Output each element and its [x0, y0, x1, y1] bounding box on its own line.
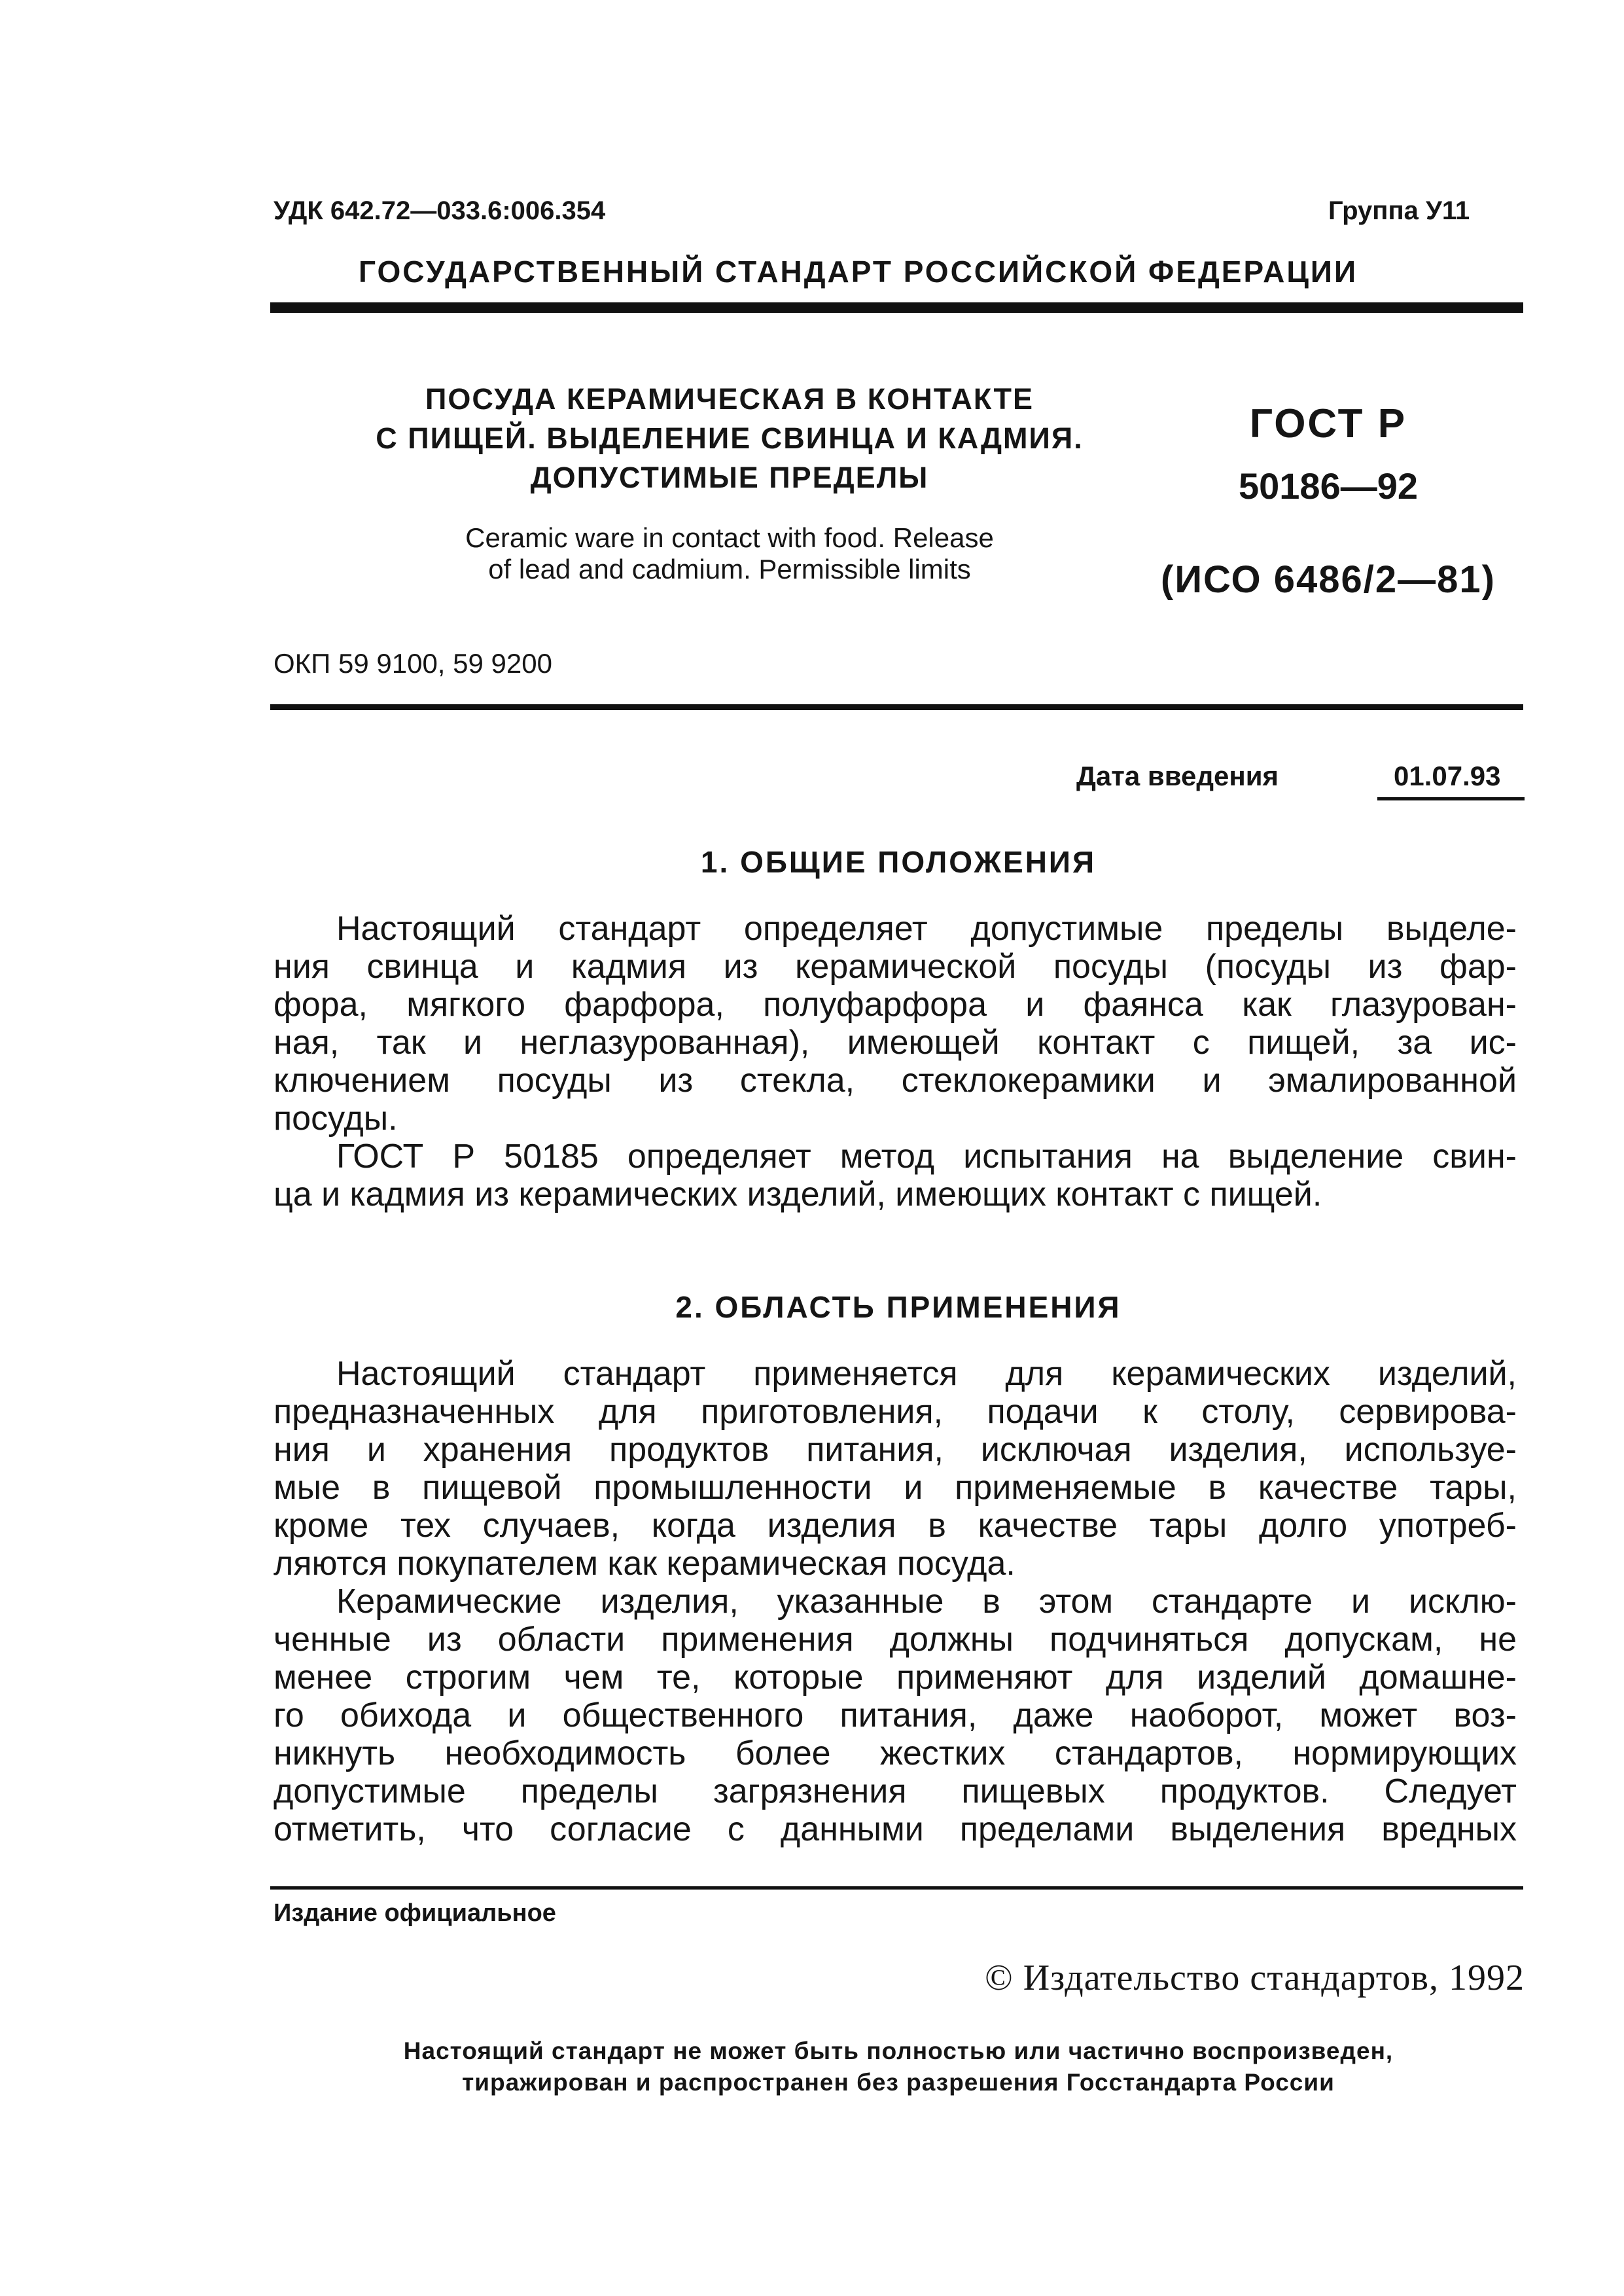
footer-rule — [270, 1886, 1523, 1890]
okp-rule — [270, 704, 1523, 710]
text-line: ГОСТ Р 50185 определяет метод испытания на выделение свин- — [336, 1138, 1517, 1175]
okp-codes: ОКП 59 9100, 59 9200 — [274, 648, 552, 679]
text-line: ключением посуды из стекла, стеклокерамики и эмалированной — [274, 1062, 1517, 1100]
text-line: никнуть необходимость более жестких стандартов, нормирующих — [274, 1734, 1517, 1772]
paragraph — [274, 1583, 1517, 1848]
title-ru-line: С ПИЩЕЙ. ВЫДЕЛЕНИЕ СВИНЦА И КАДМИЯ. — [376, 422, 1084, 455]
paragraph — [274, 1355, 1517, 1583]
text-line: го обихода и общественного питания, даже наоборот, может воз- — [274, 1696, 1517, 1734]
text-line: ченные из области применения должны подчиняться допускам, не — [274, 1621, 1517, 1659]
copyright: © Издательство стандартов, 1992 — [985, 1958, 1525, 1998]
text-line: ния свинца и кадмия из керамической посуды (посуды из фар- — [274, 948, 1517, 986]
title-en-line: Ceramic ware in contact with food. Release — [465, 522, 994, 553]
text-line: отметить, что согласие с данными пределами выделения вредных — [274, 1810, 1517, 1848]
title-en-line: of lead and cadmium. Permissible limits — [488, 554, 971, 584]
title-en — [308, 522, 1152, 585]
paragraph — [274, 910, 1517, 1138]
text-line: фора, мягкого фарфора, полуфарфора и фаянса как глазурован- — [274, 986, 1517, 1024]
gost-label: ГОСТ Р — [1249, 401, 1407, 446]
iso-reference: (ИСО 6486/2—81) — [1161, 558, 1496, 601]
reproduction-notice — [274, 2036, 1523, 2098]
intro-date-label: Дата введения — [1076, 761, 1279, 791]
text-line: посуды. — [274, 1100, 398, 1138]
section-heading: 1. ОБЩИЕ ПОЛОЖЕНИЯ — [700, 845, 1097, 879]
text-line: Керамические изделия, указанные в этом стандарте и исклю- — [336, 1583, 1517, 1621]
text-line: менее строгим чем те, которые применяют для изделий домашне- — [274, 1659, 1517, 1696]
text-line: Настоящий стандарт применяется для керамических изделий, — [336, 1355, 1517, 1393]
state-standard-title: ГОСУДАРСТВЕННЫЙ СТАНДАРТ РОССИЙСКОЙ ФЕДЕРАЦИИ — [359, 255, 1358, 289]
notice-line: тиражирован и распространен без разрешения Госстандарта России — [462, 2069, 1335, 2096]
official-edition: Издание официальное — [274, 1899, 556, 1927]
header-thick-rule — [270, 302, 1523, 313]
notice-line: Настоящий стандарт не может быть полностью или частично воспроизведен, — [403, 2037, 1394, 2064]
intro-date-value: 01.07.93 — [1394, 761, 1501, 791]
title-ru — [275, 380, 1184, 497]
gost-number: 50186—92 — [1238, 465, 1418, 507]
title-ru-line: ПОСУДА КЕРАМИЧЕСКАЯ В КОНТАКТЕ — [425, 382, 1034, 416]
paragraph — [274, 1138, 1517, 1213]
udk-code: УДК 642.72—033.6:006.354 — [274, 196, 606, 225]
intro-date-underline — [1377, 797, 1525, 800]
text-line: предназначенных для приготовления, подачи к столу, сервирова- — [274, 1393, 1517, 1431]
section-heading: 2. ОБЛАСТЬ ПРИМЕНЕНИЯ — [675, 1290, 1121, 1324]
title-ru-line: ДОПУСТИМЫЕ ПРЕДЕЛЫ — [530, 461, 929, 494]
text-line: мые в пищевой промышленности и применяемые в качестве тары, — [274, 1469, 1517, 1507]
text-line: ляются покупателем как керамическая посуда. — [274, 1545, 1015, 1583]
text-line: Настоящий стандарт определяет допустимые пределы выделе- — [336, 910, 1517, 948]
text-line: допустимые пределы загрязнения пищевых продуктов. Следует — [274, 1772, 1517, 1810]
text-line: ца и кадмия из керамических изделий, имеющих контакт с пищей. — [274, 1175, 1322, 1213]
text-line: ная, так и неглазурованная), имеющей контакт с пищей, за ис- — [274, 1024, 1517, 1062]
text-line: кроме тех случаев, когда изделия в качестве тары долго употреб- — [274, 1507, 1517, 1545]
text-line: ния и хранения продуктов питания, исключая изделия, используе- — [274, 1431, 1517, 1469]
group-code: Группа У11 — [1328, 196, 1470, 225]
